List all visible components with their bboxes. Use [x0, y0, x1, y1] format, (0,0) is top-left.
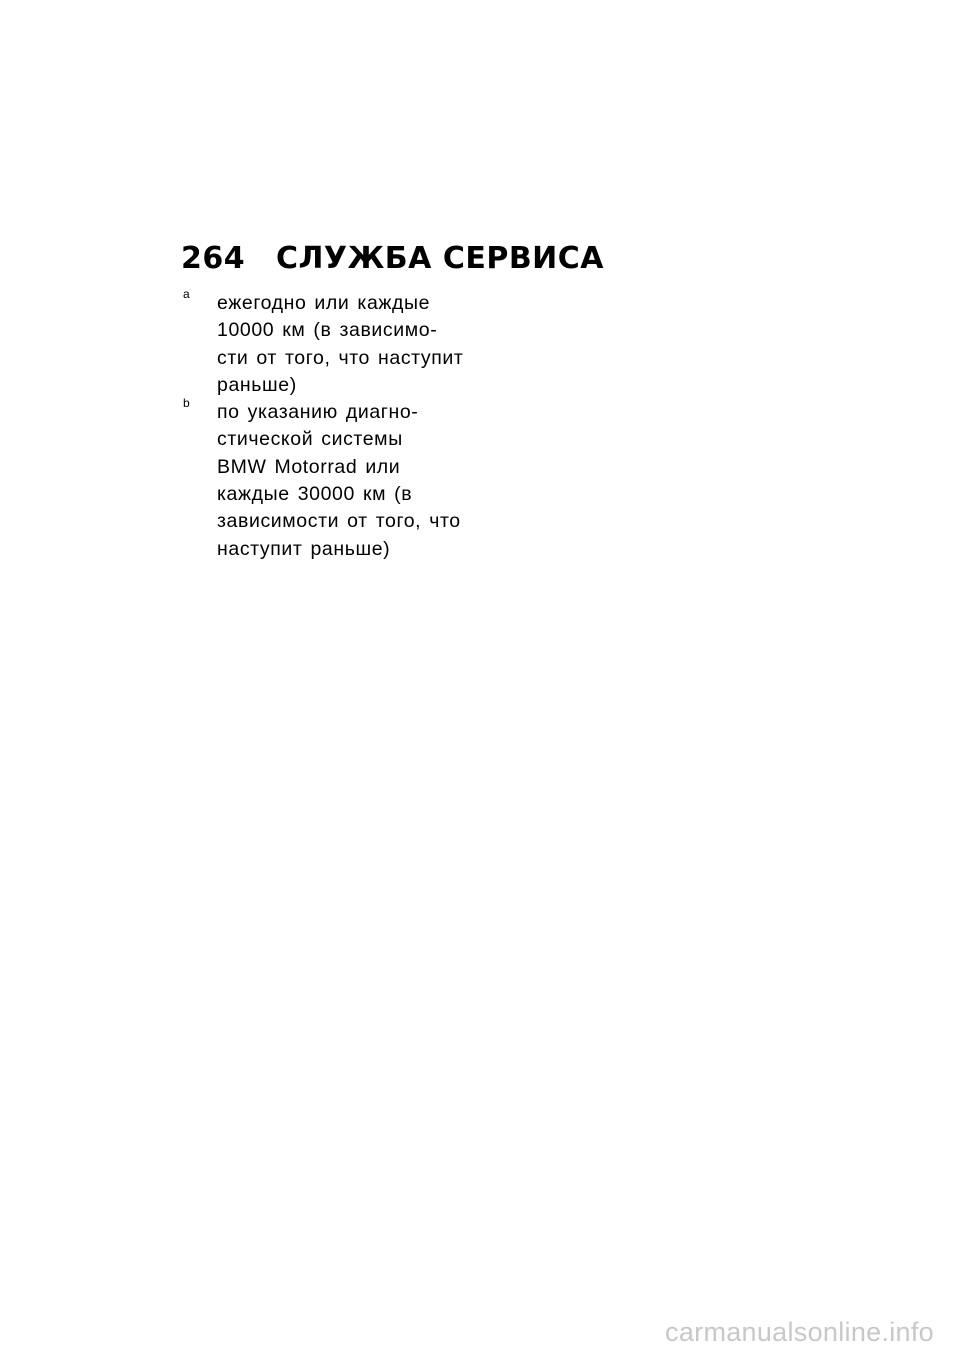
watermark: carmanualsonline.info [665, 1317, 934, 1347]
footnote-line: раньше) [217, 373, 297, 396]
footnote-line: наступит раньше) [217, 537, 391, 560]
footnote-a [181, 287, 464, 399]
footnote-line: стической системы [217, 428, 403, 451]
footnote-line: зависимости от того, что [217, 510, 461, 533]
footnote-line: сти от того, что наступит [217, 346, 464, 369]
footnotes [181, 287, 464, 563]
footnote-line: 10000 км (в зависимо- [217, 319, 438, 342]
page-number: 264 [181, 240, 246, 276]
footnote-line: по указанию диагно- [217, 401, 419, 424]
footnote-marker: b [183, 396, 190, 411]
footnote-line: BMW Motorrad или [217, 455, 401, 478]
footnote-line: ежегодно или каждые [217, 292, 431, 314]
section-title: СЛУЖБА СЕРВИСА [276, 240, 605, 276]
footnote-marker: a [183, 287, 190, 301]
footnote-b [181, 396, 461, 563]
footnote-line: каждые 30000 км (в [217, 483, 413, 506]
page-header [181, 238, 604, 278]
